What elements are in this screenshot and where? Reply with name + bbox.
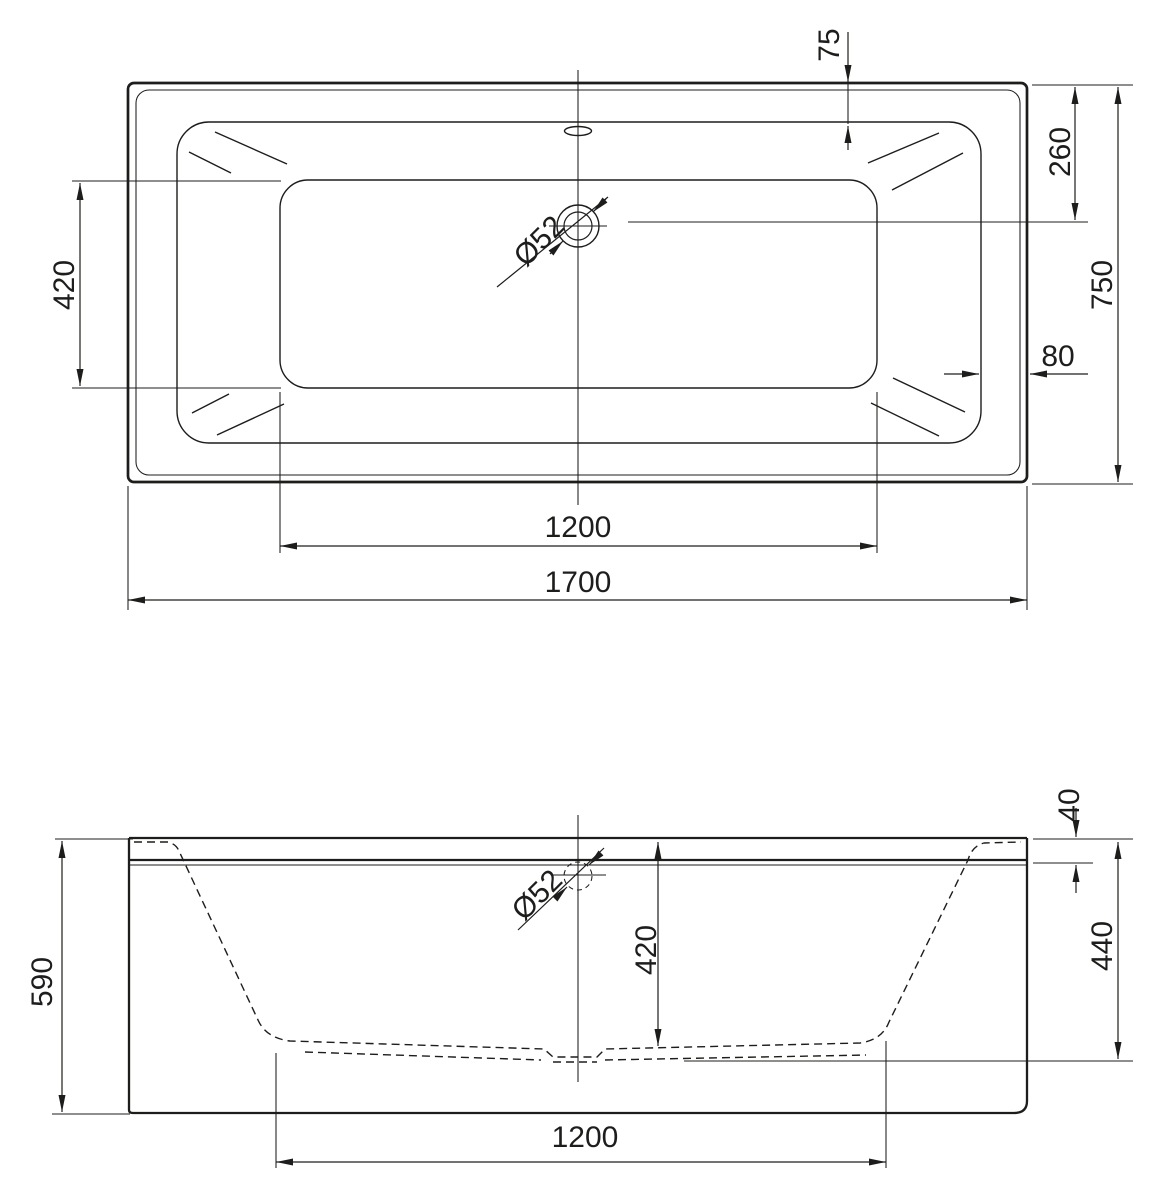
dim-drain-from-edge-260 bbox=[628, 85, 1133, 222]
dim-label-drain-diameter: Ø52 bbox=[505, 863, 570, 928]
dim-drain-depth-420 bbox=[630, 842, 663, 1046]
dim-label: 750 bbox=[1086, 259, 1119, 311]
dim-label: 40 bbox=[1053, 788, 1086, 822]
dim-label: 1200 bbox=[551, 1121, 619, 1154]
drain-arrow-upper bbox=[593, 199, 606, 212]
dim-label: 440 bbox=[1086, 920, 1119, 972]
dim-label: 590 bbox=[26, 956, 59, 1008]
dim-label: 80 bbox=[1041, 340, 1075, 373]
dim-label-drain-diameter: Ø52 bbox=[507, 209, 572, 274]
dim-interior-depth-440 bbox=[684, 842, 1133, 1061]
dim-label: 1700 bbox=[544, 566, 612, 599]
top-view bbox=[48, 28, 1133, 610]
dim-label: 75 bbox=[813, 28, 846, 62]
corner-slope-marks bbox=[189, 132, 965, 436]
dim-floor-length-side-1200 bbox=[276, 1041, 886, 1168]
dim-label: 420 bbox=[48, 259, 81, 311]
side-view bbox=[26, 788, 1133, 1168]
dim-label: 260 bbox=[1044, 126, 1077, 178]
drain-symbol bbox=[497, 197, 608, 287]
dim-overall-height-590 bbox=[26, 841, 130, 1114]
dim-label: 420 bbox=[630, 924, 663, 976]
basin-rim bbox=[177, 122, 981, 443]
dim-label: 1200 bbox=[544, 511, 612, 544]
dim-rim-inset-side-80 bbox=[944, 340, 1088, 374]
dim-rim-inset-top-75 bbox=[813, 28, 848, 150]
dim-floor-width-420 bbox=[48, 181, 281, 388]
